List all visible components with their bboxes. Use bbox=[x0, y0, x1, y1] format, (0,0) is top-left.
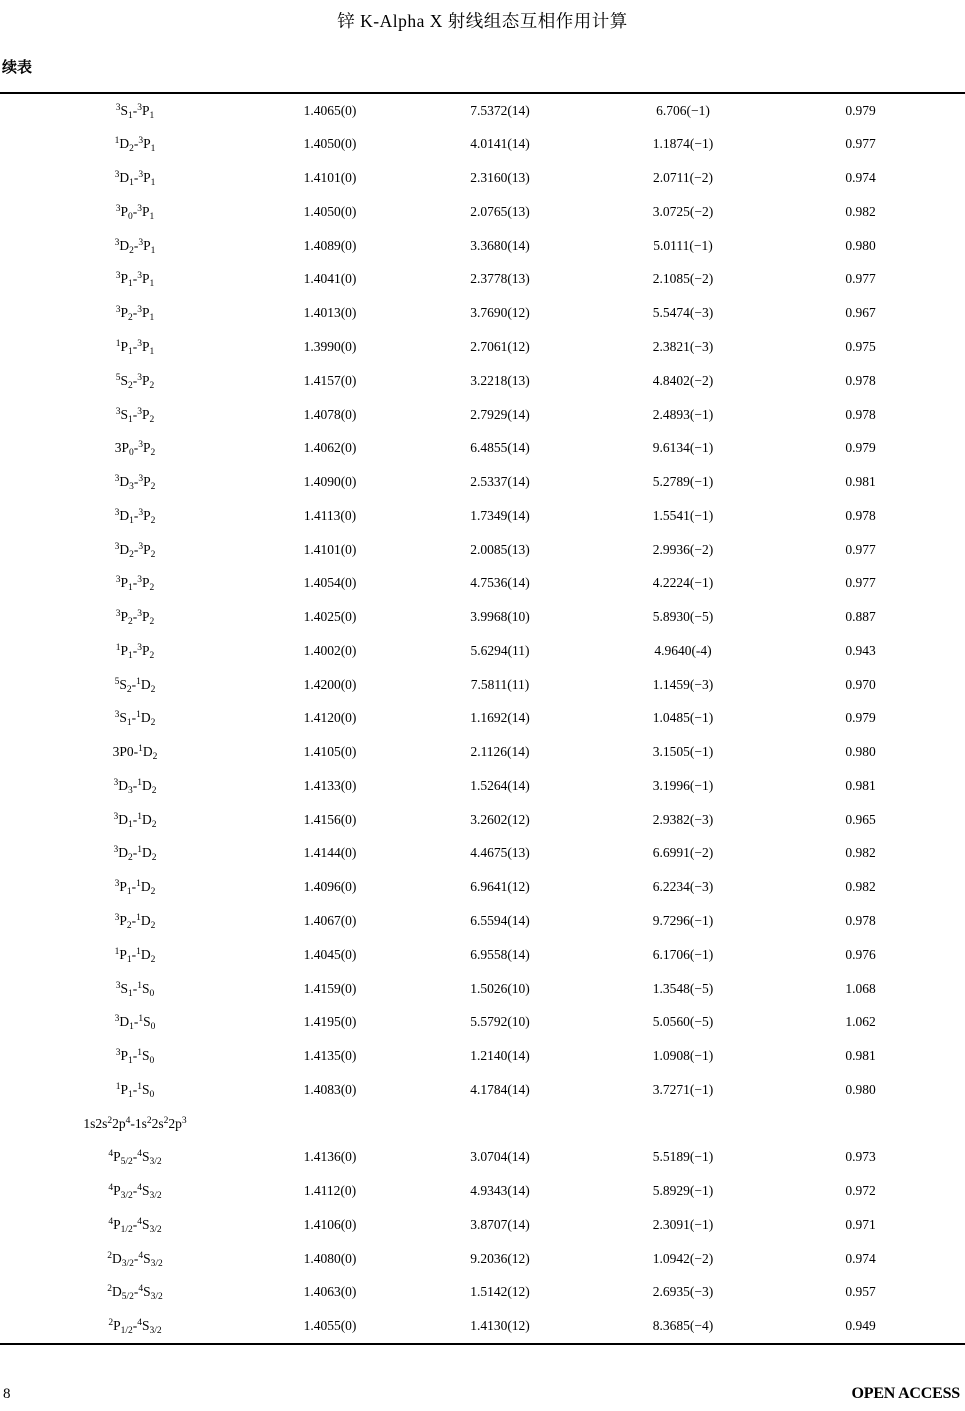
table-row bbox=[0, 1073, 965, 1107]
value-cell: 7.5372(14) bbox=[470, 102, 530, 118]
value-cell: 4.8402(−2) bbox=[652, 372, 714, 388]
value-cell: 0.979 bbox=[845, 440, 876, 456]
table-row bbox=[0, 94, 965, 128]
transition-label: $^3D_2-^3P_1$ bbox=[114, 237, 156, 256]
value-cell: 0.967 bbox=[845, 305, 876, 321]
value-cell: 0.982 bbox=[845, 879, 876, 895]
table-row bbox=[0, 870, 965, 904]
table-row bbox=[0, 1242, 965, 1276]
value-cell: 1.4159(0) bbox=[303, 980, 357, 996]
table-row bbox=[0, 971, 965, 1005]
value-cell: 1.4106(0) bbox=[303, 1216, 357, 1232]
table-row bbox=[0, 364, 965, 398]
value-cell: 1.4045(0) bbox=[303, 946, 357, 962]
transition-label: $^3S_1-^1S_0$ bbox=[115, 980, 155, 999]
value-cell: 3.2602(12) bbox=[470, 811, 530, 827]
value-cell: 3.1996(−1) bbox=[652, 777, 714, 793]
value-cell: 1.4195(0) bbox=[303, 1014, 357, 1030]
value-cell: 1.062 bbox=[845, 1014, 876, 1030]
value-cell: 1.4025(0) bbox=[303, 609, 357, 625]
table-row bbox=[0, 1275, 965, 1309]
value-cell: 0.887 bbox=[845, 609, 876, 625]
value-cell: 1.3548(−5) bbox=[652, 980, 714, 996]
value-cell: 4.4675(13) bbox=[470, 845, 530, 861]
value-cell: 0.982 bbox=[845, 203, 876, 219]
value-cell: 3.2218(13) bbox=[470, 372, 530, 388]
page-title: 锌 K-Alpha X 射线组态互相作用计算 bbox=[337, 11, 628, 31]
value-cell: 1.4113(0) bbox=[303, 507, 357, 523]
transition-label: $^3S_1-^3P_1$ bbox=[115, 102, 155, 121]
value-cell: 1.4200(0) bbox=[303, 676, 357, 692]
value-cell: 2.3160(13) bbox=[470, 170, 530, 186]
value-cell: 1.1459(−3) bbox=[652, 676, 714, 692]
value-cell: 2.7061(12) bbox=[470, 338, 530, 354]
table-row bbox=[0, 262, 965, 296]
transition-label: $^3P_2-^1D_2$ bbox=[114, 913, 156, 931]
value-cell: 2.3821(−3) bbox=[652, 338, 714, 354]
value-cell: 1.4105(0) bbox=[303, 744, 357, 760]
value-cell: 5.5792(10) bbox=[470, 1014, 530, 1030]
value-cell: 0.978 bbox=[845, 406, 876, 422]
value-cell: 1.4096(0) bbox=[303, 879, 357, 895]
table-row bbox=[0, 532, 965, 566]
value-cell: 0.977 bbox=[845, 541, 876, 557]
transition-label: $^3P_2-^3P_1$ bbox=[115, 305, 155, 324]
value-cell: 1.7349(14) bbox=[470, 507, 530, 523]
value-cell: 2.3778(13) bbox=[470, 271, 530, 287]
value-cell: 1.4089(0) bbox=[303, 237, 357, 253]
value-cell: 1.4013(0) bbox=[303, 305, 357, 321]
value-cell: 0.971 bbox=[845, 1216, 876, 1232]
value-cell: 0.943 bbox=[845, 642, 876, 658]
value-cell: 3.9968(10) bbox=[470, 609, 530, 625]
table-row bbox=[0, 938, 965, 972]
table-row bbox=[0, 1140, 965, 1174]
data-table bbox=[0, 94, 965, 1343]
transition-label: $^3S_1-^3P_2$ bbox=[115, 406, 155, 425]
transition-label: $^3D_2-^1D_2$ bbox=[113, 845, 157, 864]
value-cell: 0.974 bbox=[845, 170, 876, 186]
value-cell: 0.981 bbox=[845, 474, 876, 490]
table-row bbox=[0, 904, 965, 938]
value-cell: 5.5474(−3) bbox=[652, 305, 714, 321]
value-cell: 6.2234(−3) bbox=[652, 879, 714, 895]
value-cell: 1.4050(0) bbox=[303, 136, 357, 152]
value-cell: 1.0908(−1) bbox=[652, 1048, 714, 1064]
value-cell: 1.5264(14) bbox=[470, 777, 530, 793]
value-cell: 1.4078(0) bbox=[303, 406, 357, 422]
table-row bbox=[0, 1309, 965, 1343]
value-cell: 0.978 bbox=[845, 913, 876, 928]
value-cell: 0.980 bbox=[845, 1081, 876, 1097]
transition-label: $^2P_{1/2}-^4S_{3/2}$ bbox=[108, 1318, 162, 1337]
value-cell: 0.981 bbox=[845, 777, 876, 793]
transition-label: $^5S_2-^1D_2$ bbox=[114, 676, 156, 695]
value-cell: 6.706(−1) bbox=[656, 102, 710, 118]
transition-label: $^4P_{5/2}-^4S_{3/2}$ bbox=[108, 1149, 162, 1168]
value-cell: 0.965 bbox=[845, 811, 876, 827]
value-cell: 1.4157(0) bbox=[303, 372, 357, 388]
value-cell: 2.3091(−1) bbox=[652, 1216, 714, 1232]
value-cell: 1.4112(0) bbox=[303, 1183, 357, 1199]
table-row bbox=[0, 600, 965, 634]
table-row bbox=[0, 735, 965, 769]
value-cell: 0.976 bbox=[845, 946, 876, 962]
value-cell: 0.975 bbox=[845, 338, 876, 354]
value-cell: 2.1085(−2) bbox=[652, 271, 714, 287]
table-row bbox=[0, 634, 965, 668]
value-cell: 2.0085(13) bbox=[470, 541, 530, 557]
transition-label: $^4P_{1/2}-^4S_{3/2}$ bbox=[108, 1216, 162, 1235]
value-cell: 5.5189(−1) bbox=[652, 1149, 714, 1165]
transition-label: $3P0-^1D_2$ bbox=[112, 744, 158, 763]
value-cell: 4.2224(−1) bbox=[652, 575, 714, 591]
value-cell: 1.4120(0) bbox=[303, 710, 357, 726]
transition-label: $^1P_1-^1D_2$ bbox=[114, 946, 156, 965]
value-cell: 6.6991(−2) bbox=[652, 845, 714, 861]
table-row bbox=[0, 1005, 965, 1039]
value-cell: 1.4041(0) bbox=[303, 271, 357, 287]
table-row bbox=[0, 330, 965, 364]
value-cell: 1.4083(0) bbox=[303, 1081, 357, 1097]
value-cell: 1.4101(0) bbox=[303, 541, 357, 557]
value-cell: 1.4002(0) bbox=[303, 642, 357, 658]
value-cell: 5.8929(−1) bbox=[652, 1183, 714, 1199]
table-row bbox=[0, 499, 965, 533]
transition-label: $^1D_2-^3P_1$ bbox=[114, 136, 156, 155]
transition-label: $^3P_1-^1S_0$ bbox=[115, 1048, 155, 1067]
value-cell: 1.5026(10) bbox=[470, 980, 530, 996]
table-bottom-rule bbox=[0, 1343, 965, 1345]
value-cell: 3.7690(12) bbox=[470, 305, 530, 321]
transition-label: $^3D_1-^1S_0$ bbox=[114, 1014, 156, 1033]
value-cell: 3.0725(−2) bbox=[652, 203, 714, 219]
transition-label: $^2D_{5/2}-^4S_{3/2}$ bbox=[107, 1284, 163, 1303]
value-cell: 5.0111(−1) bbox=[653, 237, 713, 253]
value-cell: 1.4130(12) bbox=[470, 1318, 530, 1334]
value-cell: 9.7296(−1) bbox=[652, 913, 714, 928]
value-cell: 1.2140(14) bbox=[470, 1048, 530, 1064]
value-cell: 1.4055(0) bbox=[303, 1318, 357, 1334]
value-cell: 2.7929(14) bbox=[470, 406, 530, 422]
table-row bbox=[0, 161, 965, 195]
value-cell: 2.6935(−3) bbox=[652, 1284, 714, 1300]
value-cell: 0.949 bbox=[845, 1318, 876, 1334]
table-row bbox=[0, 1174, 965, 1208]
table-row bbox=[0, 397, 965, 431]
value-cell: 2.9382(−3) bbox=[652, 811, 714, 827]
value-cell: 4.7536(14) bbox=[470, 575, 530, 591]
table-row bbox=[0, 668, 965, 702]
value-cell: 1.4090(0) bbox=[303, 474, 357, 490]
value-cell: 1.4050(0) bbox=[303, 203, 357, 219]
value-cell: 2.5337(14) bbox=[470, 474, 530, 490]
transition-label: $^3S_1-^1D_2$ bbox=[114, 710, 156, 729]
transition-label: $^1P_1-^3P_2$ bbox=[115, 642, 155, 661]
value-cell: 2.0711(−2) bbox=[653, 170, 713, 186]
continued-table-label: 续表 bbox=[2, 59, 33, 76]
table-row bbox=[0, 566, 965, 600]
value-cell: 6.1706(−1) bbox=[652, 946, 714, 962]
value-cell: 5.8930(−5) bbox=[652, 609, 714, 625]
value-cell: 1.4065(0) bbox=[303, 102, 357, 118]
value-cell: 1.4063(0) bbox=[303, 1284, 357, 1300]
table-row bbox=[0, 431, 965, 465]
value-cell: 1.4062(0) bbox=[303, 440, 357, 456]
table-row bbox=[0, 296, 965, 330]
transition-label: $^3P_1-^3P_1$ bbox=[115, 271, 155, 290]
table-row bbox=[0, 769, 965, 803]
value-cell: 6.4855(14) bbox=[470, 440, 530, 456]
value-cell: 9.2036(12) bbox=[470, 1250, 530, 1266]
configuration-label: $1s2s^22p^4-1s^22s^22p^3$ bbox=[83, 1115, 187, 1131]
value-cell: 0.973 bbox=[845, 1149, 876, 1165]
transition-label: $^3D_3-^1D_2$ bbox=[113, 777, 157, 796]
value-cell: 0.977 bbox=[845, 575, 876, 591]
transition-label: $^3P_2-^3P_2$ bbox=[115, 609, 155, 628]
value-cell: 0.981 bbox=[845, 1048, 876, 1064]
value-cell: 4.1784(14) bbox=[470, 1081, 530, 1097]
transition-label: $^2D_{3/2}-^4S_{3/2}$ bbox=[107, 1250, 163, 1269]
table-row bbox=[0, 229, 965, 263]
value-cell: 1.4101(0) bbox=[303, 170, 357, 186]
transition-label: $^3D_3-^3P_2$ bbox=[114, 474, 156, 493]
value-cell: 4.9640(-4) bbox=[654, 642, 712, 658]
transition-label: $^3P_1-^1D_2$ bbox=[114, 879, 156, 898]
table-row bbox=[0, 803, 965, 837]
value-cell: 7.5811(11) bbox=[470, 676, 530, 692]
value-cell: 6.9558(14) bbox=[470, 946, 530, 962]
value-cell: 1.4144(0) bbox=[303, 845, 357, 861]
value-cell: 1.0485(−1) bbox=[652, 710, 714, 726]
value-cell: 1.5541(−1) bbox=[652, 507, 714, 523]
value-cell: 1.3990(0) bbox=[303, 338, 357, 354]
value-cell: 1.4136(0) bbox=[303, 1149, 357, 1165]
value-cell: 8.3685(−4) bbox=[652, 1318, 714, 1334]
page-number: 8 bbox=[3, 1386, 11, 1402]
value-cell: 3.8707(14) bbox=[470, 1216, 530, 1232]
value-cell: 0.957 bbox=[845, 1284, 876, 1300]
value-cell: 1.4156(0) bbox=[303, 811, 357, 827]
value-cell: 1.1874(−1) bbox=[652, 136, 714, 152]
open-access-label: OPEN ACCESS bbox=[851, 1385, 960, 1402]
table-row bbox=[0, 465, 965, 499]
value-cell: 0.982 bbox=[845, 845, 876, 861]
value-cell: 2.0765(13) bbox=[470, 203, 530, 219]
value-cell: 5.6294(11) bbox=[470, 642, 530, 658]
value-cell: 0.972 bbox=[845, 1183, 876, 1199]
value-cell: 2.1126(14) bbox=[470, 744, 530, 760]
transition-label: $3P_0-^3P_2$ bbox=[114, 440, 156, 459]
value-cell: 0.977 bbox=[845, 271, 876, 287]
table-row bbox=[0, 195, 965, 229]
table-row bbox=[0, 701, 965, 735]
value-cell: 0.974 bbox=[845, 1250, 876, 1266]
value-cell: 6.5594(14) bbox=[470, 913, 530, 928]
value-cell: 1.4135(0) bbox=[303, 1048, 357, 1064]
value-cell: 1.4080(0) bbox=[303, 1250, 357, 1266]
value-cell: 2.4893(−1) bbox=[652, 406, 714, 422]
value-cell: 0.980 bbox=[845, 744, 876, 760]
value-cell: 0.979 bbox=[845, 102, 876, 118]
table-row bbox=[0, 836, 965, 870]
transition-label: $^3D_1-^1D_2$ bbox=[113, 811, 157, 830]
table-row bbox=[0, 1208, 965, 1242]
value-cell: 5.0560(−5) bbox=[652, 1014, 714, 1030]
transition-label: $^3D_2-^3P_2$ bbox=[114, 541, 156, 560]
transition-label: $^3P_0-^3P_1$ bbox=[115, 203, 155, 222]
transition-label: $^4P_{3/2}-^4S_{3/2}$ bbox=[108, 1183, 162, 1202]
transition-label: $^1P_1-^3P_1$ bbox=[115, 338, 155, 357]
value-cell: 6.9641(12) bbox=[470, 879, 530, 895]
value-cell: 0.979 bbox=[845, 710, 876, 726]
value-cell: 0.977 bbox=[845, 136, 876, 152]
value-cell: 9.6134(−1) bbox=[652, 440, 714, 456]
transition-label: $^3P_1-^3P_2$ bbox=[115, 575, 155, 594]
value-cell: 1.1692(14) bbox=[470, 710, 530, 726]
section-header-row bbox=[0, 1106, 965, 1140]
value-cell: 3.1505(−1) bbox=[652, 744, 714, 760]
value-cell: 1.0942(−2) bbox=[652, 1250, 714, 1266]
transition-label: $^1P_1-^1S_0$ bbox=[115, 1081, 155, 1100]
value-cell: 5.2789(−1) bbox=[652, 474, 714, 490]
table-row bbox=[0, 127, 965, 161]
value-cell: 3.0704(14) bbox=[470, 1149, 530, 1165]
transition-label: $^5S_2-^3P_2$ bbox=[115, 372, 155, 391]
value-cell: 4.0141(14) bbox=[470, 136, 530, 152]
value-cell: 4.9343(14) bbox=[470, 1183, 530, 1199]
value-cell: 0.970 bbox=[845, 676, 876, 692]
transition-label: $^3D_1-^3P_2$ bbox=[114, 507, 156, 526]
value-cell: 1.4067(0) bbox=[303, 913, 357, 928]
value-cell: 1.5142(12) bbox=[470, 1284, 530, 1300]
value-cell: 3.3680(14) bbox=[470, 237, 530, 253]
table-row bbox=[0, 1039, 965, 1073]
value-cell: 0.978 bbox=[845, 507, 876, 523]
value-cell: 0.980 bbox=[845, 237, 876, 253]
value-cell: 3.7271(−1) bbox=[652, 1081, 714, 1097]
value-cell: 2.9936(−2) bbox=[652, 541, 714, 557]
transition-label: $^3D_1-^3P_1$ bbox=[114, 170, 156, 189]
value-cell: 1.068 bbox=[845, 980, 876, 996]
value-cell: 1.4054(0) bbox=[303, 575, 357, 591]
value-cell: 0.978 bbox=[845, 372, 876, 388]
value-cell: 1.4133(0) bbox=[303, 777, 357, 793]
